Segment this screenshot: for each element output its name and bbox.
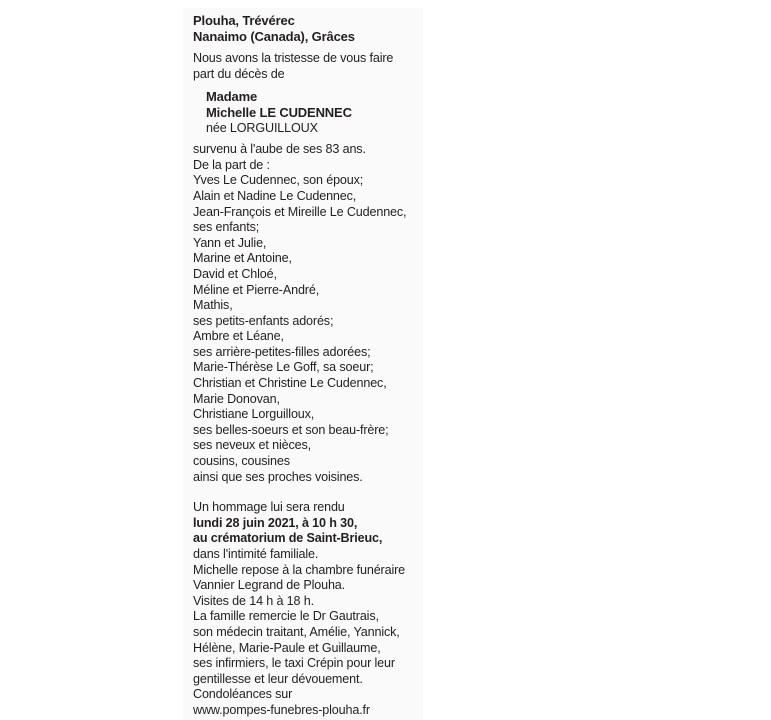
ceremony-line: dans l'intimité familiale. [193,547,319,561]
ceremony-line: Condoléances sur [193,687,293,702]
place-line: Nanaimo (Canada), Grâces [193,28,355,44]
ceremony-line: Vannier Legrand de Plouha. [193,578,346,593]
ceremony-date: lundi 28 juin 2021, à 10 h 30, [193,515,358,530]
family-line: Mathis, [193,298,233,313]
family-line: Marie-Thérèse Le Goff, sa soeur; [193,360,374,375]
ceremony-line: ses infirmiers, le taxi Crépin pour leur [193,656,395,671]
family-line: Yves Le Cudennec, son époux; [193,173,364,188]
ceremony-place: au crématorium de Saint-Brieuc, [193,531,383,546]
family-line: ainsi que ses proches voisines. [193,469,363,484]
family-line: Yann et Julie, [193,235,267,250]
ceremony-line: son médecin traitant, Amélie, Yannick, [193,624,400,639]
family-line: David et Chloé, [193,266,277,281]
deceased-name: Michelle LE CUDENNEC [206,104,352,120]
family-line: Christiane Lorguilloux, [193,407,315,422]
deceased-title: Madame [206,89,258,105]
family-line: Ambre et Léane, [193,329,284,344]
place-line: Plouha, Trévérec [193,13,295,28]
family-line: ses enfants; [193,220,260,235]
ceremony-line: Hélène, Marie-Paule et Guillaume, [193,640,381,655]
family-line: Marine et Antoine, [193,251,292,266]
deceased-name-block [206,89,433,136]
ceremony-intro: Un hommage lui sera rendu [193,500,345,515]
ceremony-line: La famille remercie le Dr Gautrais, [193,609,379,624]
ceremony-line: Visites de 14 h à 18 h. [193,593,314,608]
family-line: ses neveux et nièces, [193,438,311,453]
family-line: Alain et Nadine Le Cudennec, [193,188,357,203]
family-line: Jean-François et Mireille Le Cudennec, [193,204,407,219]
intro-line: Nous avons la tristesse de vous faire [193,51,394,66]
condolences-website: www.pompes-funebres-plouha.fr [193,702,370,717]
places-header [193,13,433,44]
announcement-intro [193,51,433,82]
family-line: cousins, cousines [193,454,290,469]
intro-line: part du décès de [193,66,285,81]
family-list [193,142,433,485]
obituary-notice [193,13,433,719]
family-line: De la part de : [193,157,270,172]
family-line: Méline et Pierre-André, [193,282,320,297]
ceremony-info [193,500,433,718]
family-line: Christian et Christine Le Cudennec, [193,376,387,391]
family-line: ses petits-enfants adorés; [193,313,334,328]
family-line: ses belles-soeurs et son beau-frère; [193,422,389,437]
deceased-birth-name: née LORGUILLOUX [206,120,318,135]
family-line: ses arrière-petites-filles adorées; [193,344,371,359]
ceremony-line: gentillesse et leur dévouement. [193,671,363,686]
family-line: survenu à l'aube de ses 83 ans. [193,142,366,157]
ceremony-line: Michelle repose à la chambre funéraire [193,562,406,577]
family-line: Marie Donovan, [193,391,280,406]
